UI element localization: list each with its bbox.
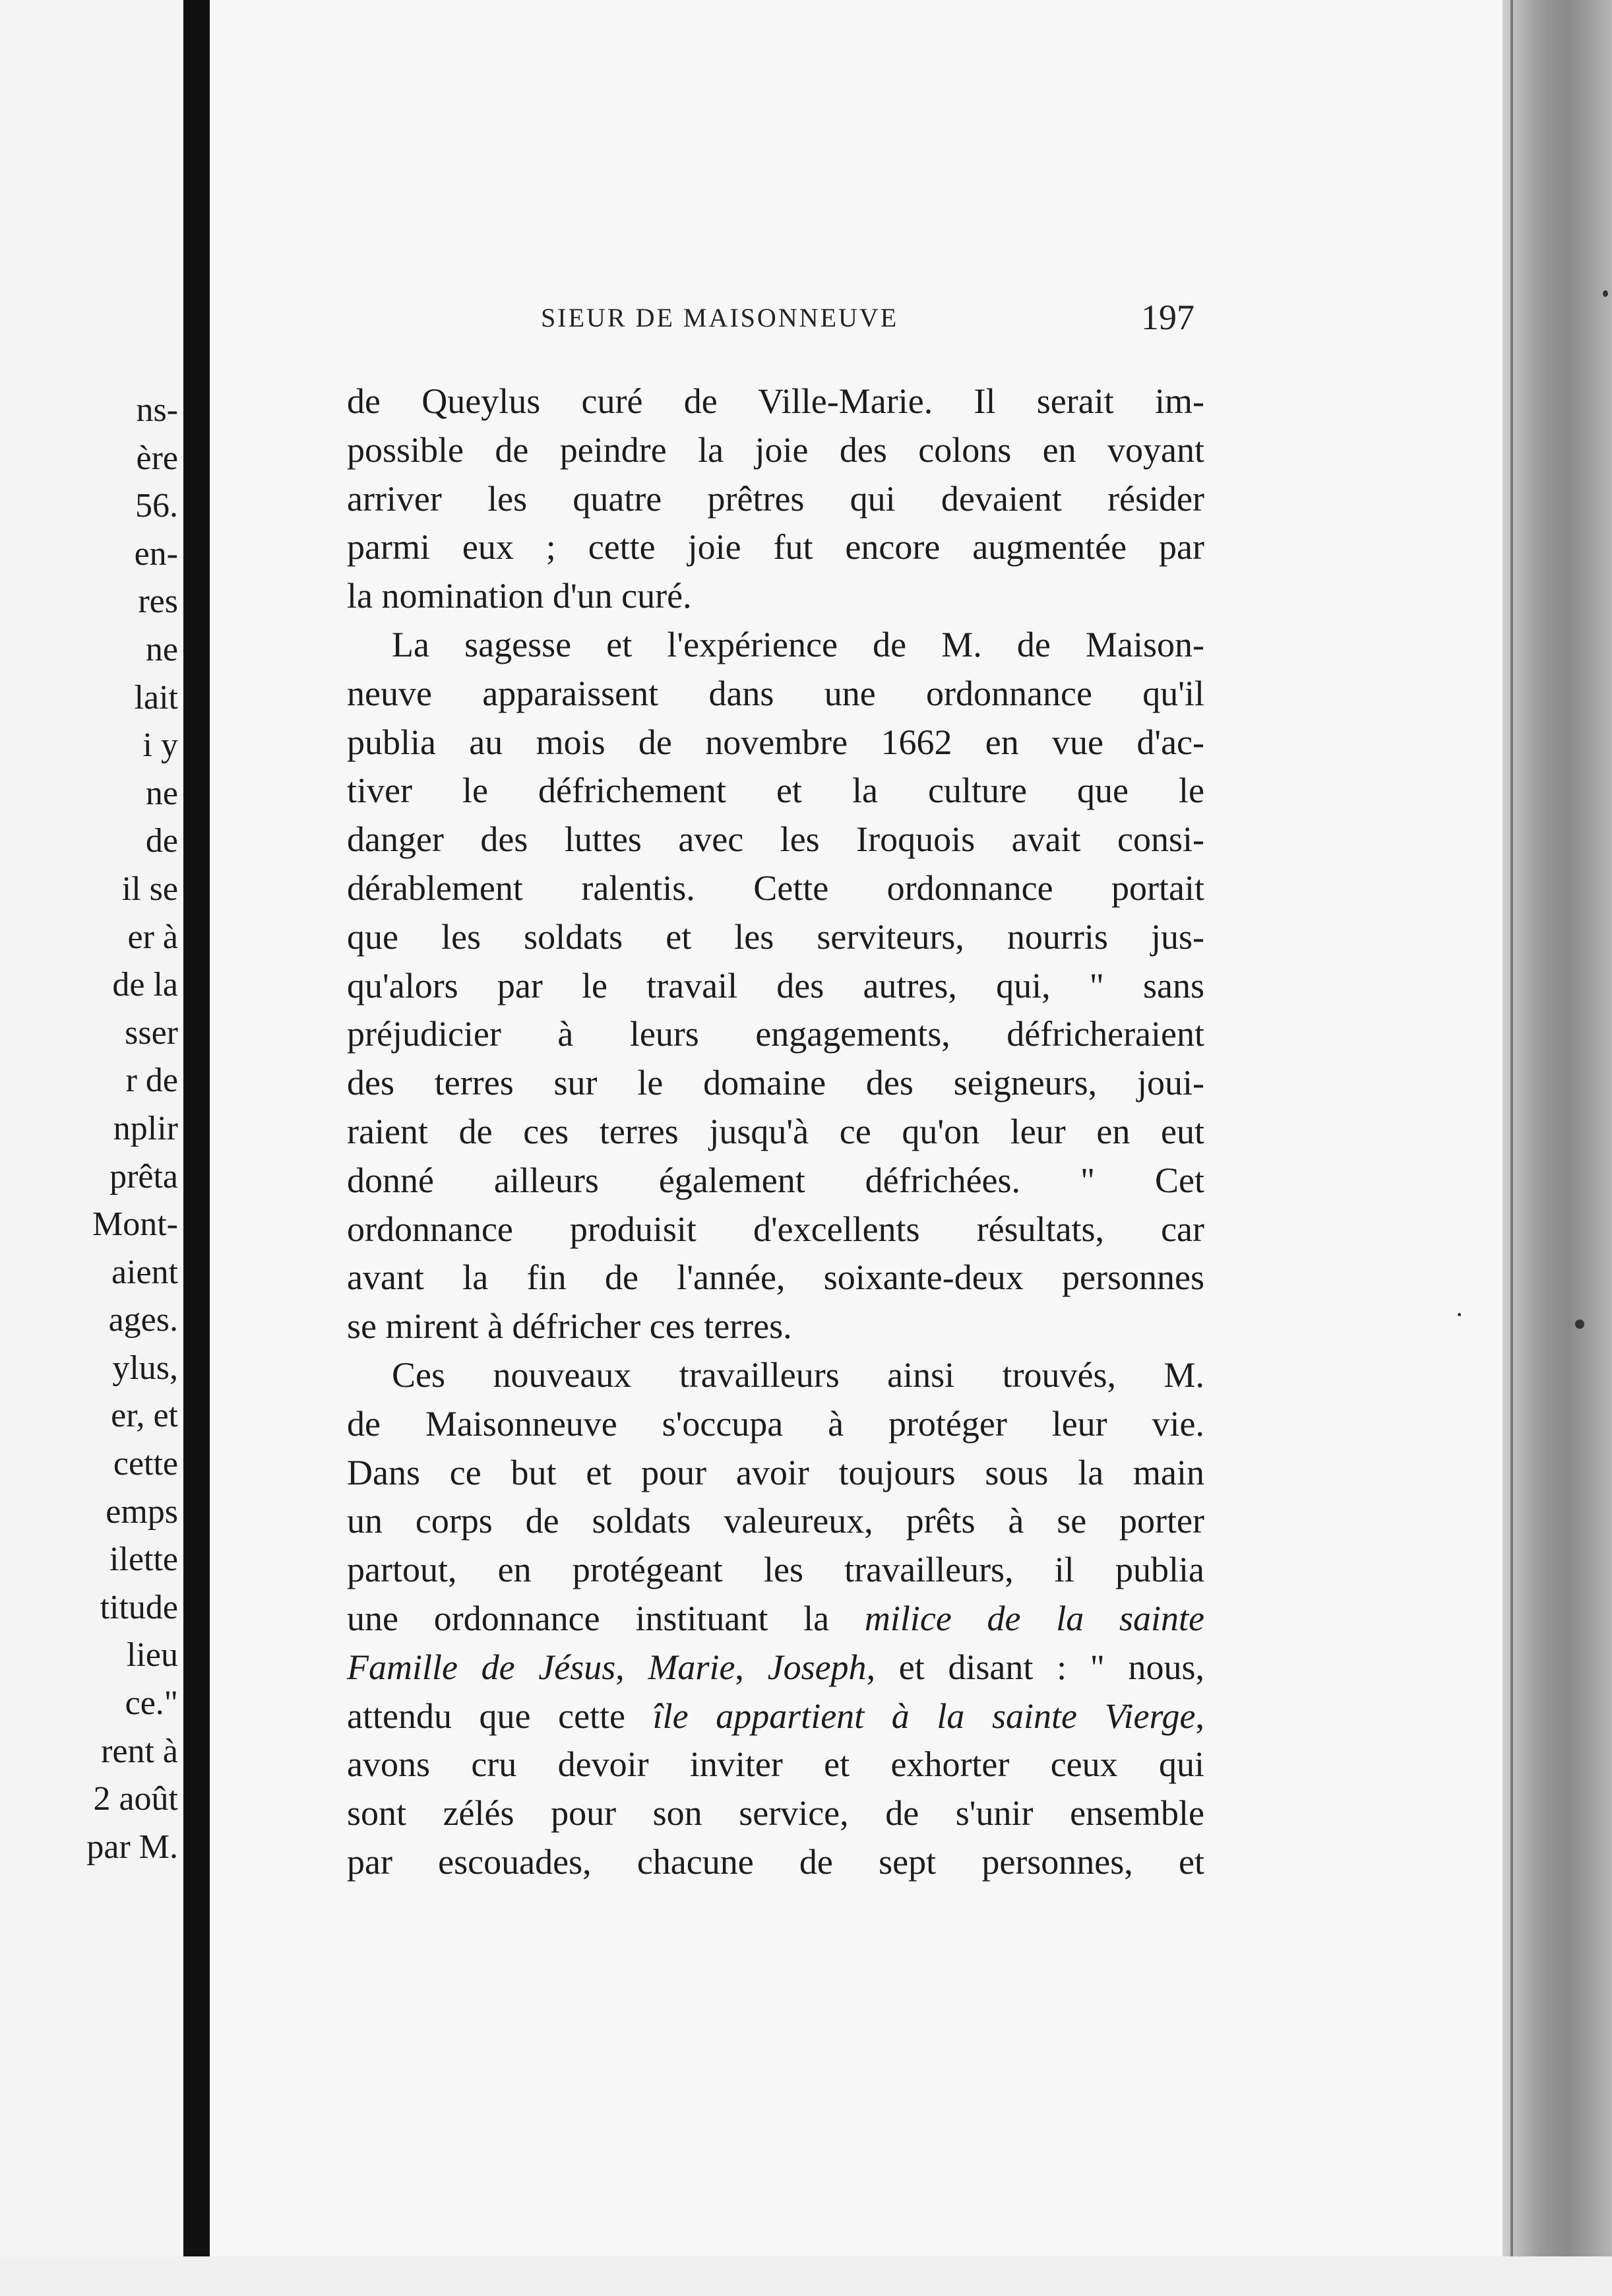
text-line: neuve apparaissent dans une ordonnance qu'il [347,673,1204,713]
text-line: de Maisonneuve s'occupa à protéger leur vie. [347,1403,1204,1444]
left-page-text [0,387,181,1871]
left-line: ages. [108,1301,178,1339]
scan-speck [1575,1320,1584,1329]
left-line: 56. [135,487,178,525]
running-head: SIEUR DE MAISONNEUVE [541,303,899,333]
left-line: ce." [125,1684,178,1723]
left-line: par M. [86,1828,178,1866]
left-line: ns- [136,391,178,429]
left-line: res [138,583,178,621]
text-line: avons cru devoir inviter et exhorter ceux qui [347,1744,1204,1785]
left-line: r de [125,1062,178,1100]
text-line: tiver le défrichement et la culture que le [347,771,1204,811]
text-line-mixed [347,1595,1204,1643]
text-line: de Queylus curé de Ville-Marie. Il serait im- [347,381,1204,421]
text-line: possible de peindre la joie des colons en voyant [347,430,1204,470]
text-line: un corps de soldats valeureux, prêts à se porter [347,1501,1204,1541]
text-line: arriver les quatre prêtres qui devaient résider [347,478,1204,519]
italic-run: milice de la sainte [864,1598,1205,1638]
scan-speck [1603,290,1608,297]
left-line: nplir [113,1109,178,1147]
italic-run: île appartient à la sainte Vierge [652,1696,1196,1736]
body-text [347,377,1204,1887]
left-line: ilette [109,1541,178,1579]
left-line: prêta [109,1157,178,1196]
left-line: cette [113,1445,178,1483]
text-line: Dans ce but et pour avoir toujours sous la main [347,1452,1204,1492]
scan-bottom-margin [0,2256,1612,2296]
text-run: , et disant : " nous, [866,1647,1204,1687]
left-line: ère [136,439,178,477]
left-line: ne [145,630,178,668]
text-line: raient de ces terres jusqu'à ce qu'on leur en eut [347,1111,1204,1151]
left-line: sser [125,1013,178,1052]
text-line-mixed [347,1643,1204,1692]
page-edge-shadow [1503,0,1612,2296]
text-line: publia au mois de novembre 1662 en vue d'ac- [347,722,1204,762]
page-edge-line [1510,0,1513,2296]
left-line: er, et [111,1397,178,1435]
text-line: dérablement ralentis. Cette ordonnance portait [347,868,1204,908]
left-line: 2 août [93,1780,178,1818]
left-line: rent à [101,1732,178,1770]
left-line: ylus, [112,1349,178,1387]
text-run: , [615,1647,625,1687]
text-line: se mirent à défricher ces terres. [347,1306,792,1347]
text-line: danger des luttes avec les Iroquois avait consi- [347,819,1204,860]
page-number: 197 [1141,298,1194,337]
text-line: partout, en protégeant les travailleurs, il publia [347,1550,1204,1590]
left-line: emps [106,1492,178,1531]
text-line: par escouades, chacune de sept personnes, et [347,1841,1204,1882]
text-run: attendu que cette [347,1696,626,1736]
italic-run: Marie [648,1647,735,1687]
text-line: sont zélés pour son service, de s'unir ensemble [347,1793,1204,1834]
italic-run: Famille de Jésus [347,1647,616,1687]
left-line: Mont- [92,1205,178,1244]
text-line: La sagesse et l'expérience de M. de Maison- [392,624,1204,664]
left-line: titude [100,1588,178,1626]
left-line: de [145,822,178,860]
text-line: la nomination d'un curé. [347,576,692,616]
italic-run: Joseph [767,1647,867,1687]
left-line: de la [112,966,178,1004]
text-run: une ordonnance instituant la [347,1598,830,1638]
text-line: préjudicier à leurs engagements, défricheraient [347,1014,1204,1054]
text-line: Ces nouveaux travailleurs ainsi trouvés, M. [392,1355,1204,1395]
left-line: ne [145,774,178,812]
text-line: des terres sur le domaine des seigneurs, joui- [347,1063,1204,1103]
text-line-mixed [347,1692,1204,1741]
left-line: en- [134,534,178,573]
text-run: , [1195,1696,1204,1736]
left-page [0,0,183,2296]
text-line: ordonnance produisit d'excellents résultats, car [347,1209,1204,1249]
text-line: avant la fin de l'année, soixante-deux personnes [347,1258,1204,1298]
left-line: lieu [127,1636,178,1674]
scan-speck [1458,1313,1461,1316]
text-line: que les soldats et les serviteurs, nourris jus- [347,916,1204,957]
text-line: parmi eux ; cette joie fut encore augmentée par [347,527,1204,567]
text-run: , [735,1647,744,1687]
text-line: qu'alors par le travail des autres, qui, " sans [347,965,1204,1005]
left-line: lait [134,678,178,717]
left-line: aient [111,1253,178,1291]
left-line: il se [121,870,178,908]
text-line: donné ailleurs également défrichées. " Cet [347,1160,1204,1200]
left-line: i y [142,726,178,765]
book-spine [183,0,210,2296]
left-line: er à [127,918,178,956]
